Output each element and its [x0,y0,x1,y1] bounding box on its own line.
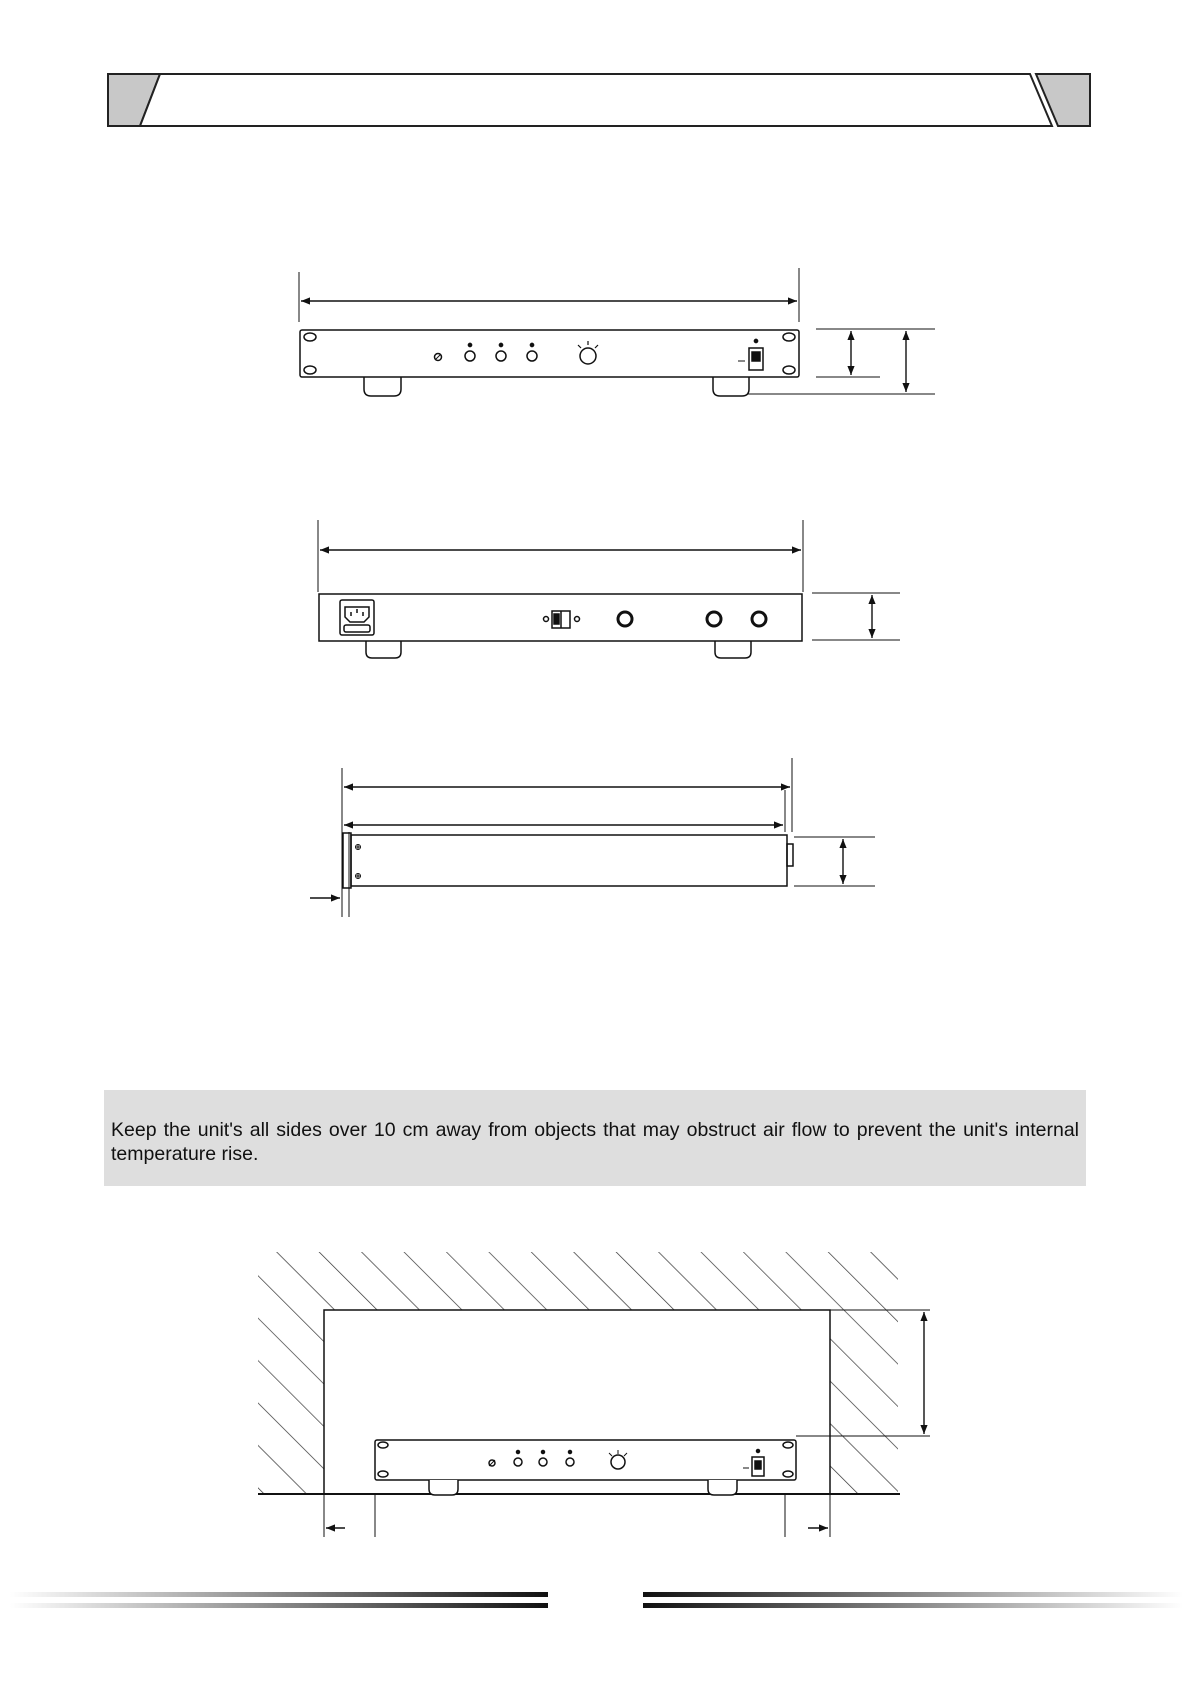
rear-view-drawing [318,520,900,658]
side-view-drawing [310,758,875,917]
front-view-drawing [299,268,935,396]
clearance-view-drawing [258,1252,930,1537]
footer-decoration [10,1592,1183,1608]
header-banner [108,74,1090,126]
ventilation-note-text: Keep the unit's all sides over 10 cm away from objects that may obstruct air flow to prevent the unit's internal temperature rise. [111,1119,1079,1165]
ventilation-note-box [104,1090,1086,1186]
